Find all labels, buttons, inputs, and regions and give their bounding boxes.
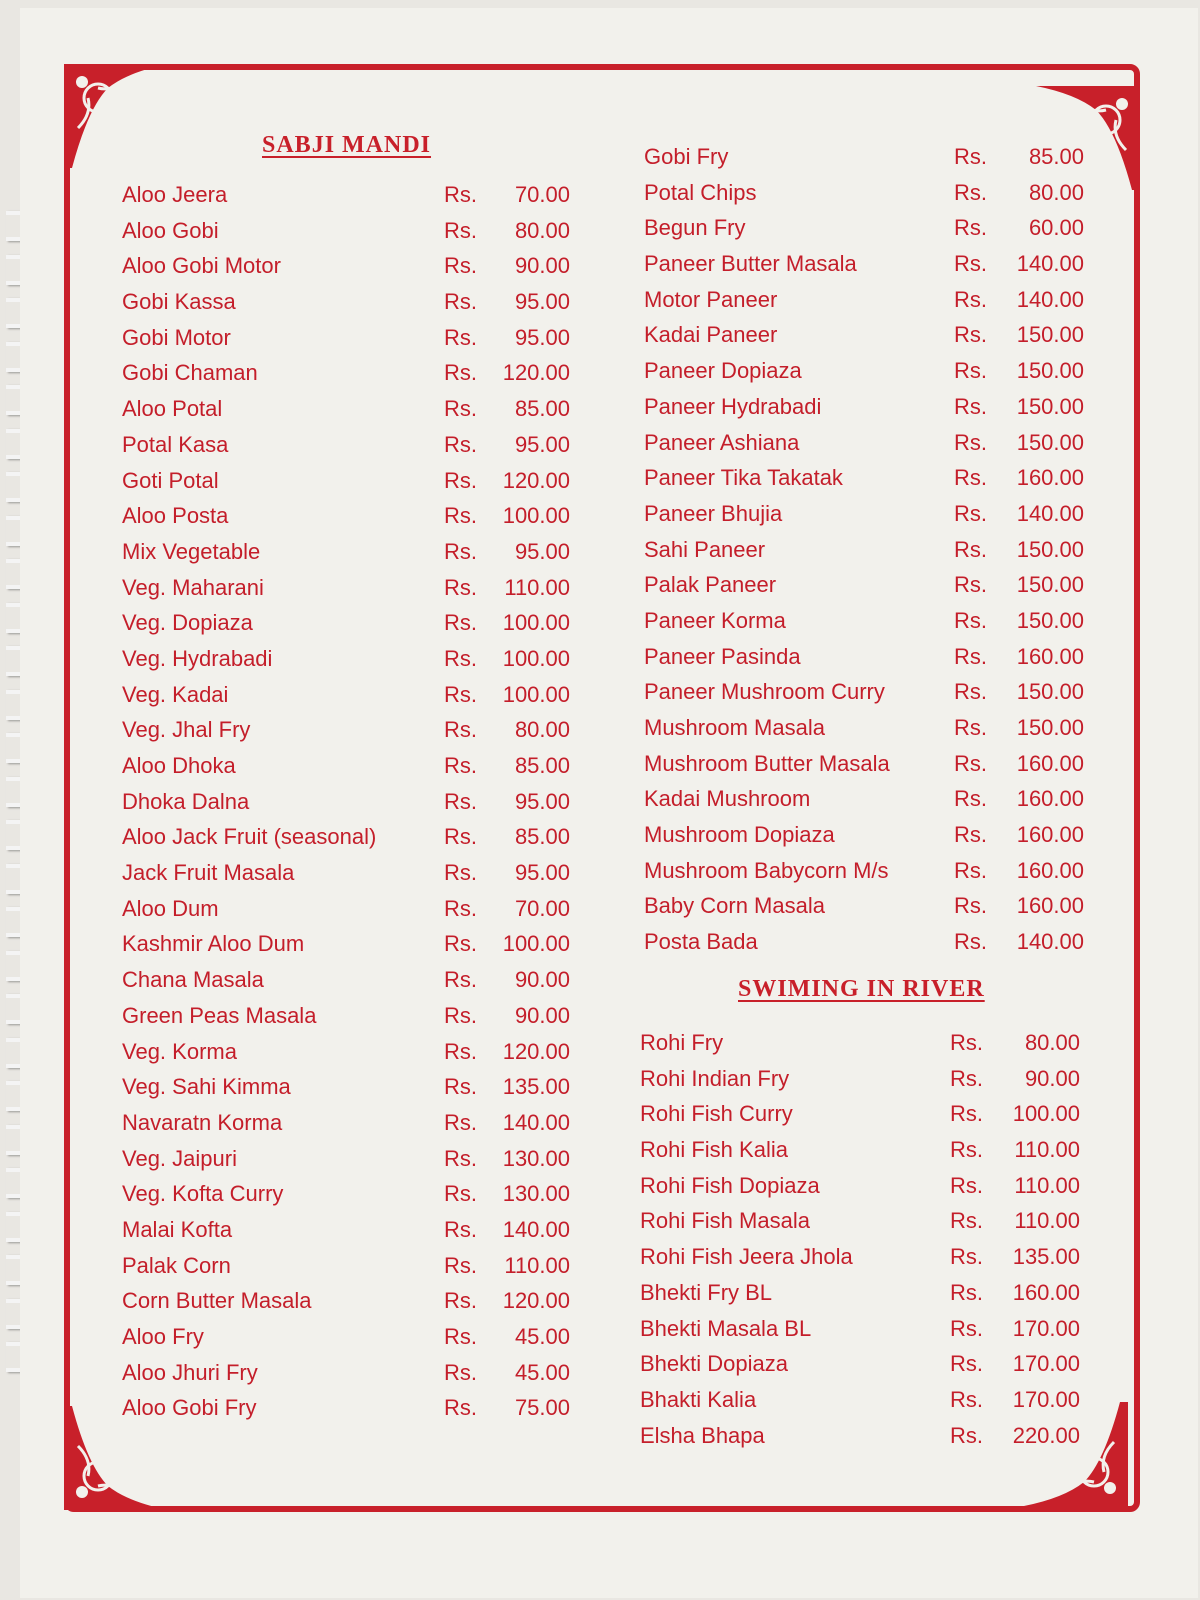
- item-price: 100.00: [502, 681, 570, 707]
- item-name: Veg. Jhal Fry: [122, 717, 251, 743]
- menu-item-row: [122, 464, 582, 500]
- item-name: Gobi Fry: [644, 144, 729, 169]
- item-price: 95.00: [514, 860, 570, 886]
- menu-item-row: [122, 1070, 582, 1106]
- item-price: 150.00: [1016, 536, 1084, 562]
- item-price: 90.00: [1024, 1065, 1080, 1091]
- item-name: Rohi Fish Kalia: [640, 1137, 788, 1163]
- item-name: Paneer Mushroom Curry: [644, 679, 885, 705]
- menu-column-fish: [640, 1026, 1090, 1454]
- item-name: Paneer Bhujia: [644, 500, 783, 526]
- item-currency: Rs.: [444, 895, 477, 921]
- menu-item-row: [644, 533, 1094, 569]
- item-currency: Rs.: [954, 822, 987, 848]
- item-name: Aloo Jeera: [122, 182, 228, 207]
- item-currency: Rs.: [444, 1395, 477, 1421]
- menu-item-row: [644, 176, 1094, 212]
- menu-item-row: [122, 749, 582, 785]
- item-price: 160.00: [1016, 643, 1084, 669]
- item-price: 100.00: [502, 931, 570, 957]
- item-price: 120.00: [502, 1038, 570, 1064]
- item-name: Mushroom Dopiaza: [644, 822, 835, 848]
- item-currency: Rs.: [444, 1252, 477, 1278]
- item-name: Sahi Paneer: [644, 536, 766, 562]
- item-currency: Rs.: [444, 217, 477, 243]
- item-currency: Rs.: [444, 1288, 477, 1314]
- menu-item-row: [122, 1106, 582, 1142]
- menu-column-left: [122, 178, 582, 1427]
- menu-item-row: [644, 818, 1094, 854]
- item-name: Aloo Gobi Motor: [122, 253, 281, 279]
- item-price: 170.00: [1012, 1386, 1080, 1412]
- item-currency: Rs.: [444, 717, 477, 743]
- item-price: 75.00: [514, 1395, 570, 1421]
- item-currency: Rs.: [954, 251, 987, 277]
- menu-item-row: [640, 1312, 1090, 1348]
- item-name: Aloo Jhuri Fry: [122, 1359, 258, 1385]
- item-name: Gobi Chaman: [122, 360, 258, 386]
- item-currency: Rs.: [954, 465, 987, 491]
- menu-item-row: [640, 1133, 1090, 1169]
- item-currency: Rs.: [954, 429, 987, 455]
- item-price: 45.00: [514, 1324, 570, 1349]
- item-currency: Rs.: [954, 500, 987, 526]
- item-price: 90.00: [514, 967, 570, 993]
- item-currency: Rs.: [444, 503, 477, 529]
- item-price: 150.00: [1016, 572, 1084, 598]
- item-name: Kashmir Aloo Dum: [122, 931, 305, 957]
- item-currency: Rs.: [444, 610, 477, 636]
- item-currency: Rs.: [950, 1208, 983, 1234]
- item-name: Rohi Indian Fry: [640, 1065, 790, 1091]
- item-name: Bhakti Kalia: [640, 1386, 757, 1412]
- item-name: Paneer Korma: [644, 607, 786, 633]
- item-price: 95.00: [514, 431, 570, 457]
- item-currency: Rs.: [954, 929, 987, 955]
- menu-item-row: [122, 285, 582, 321]
- menu-item-row: [122, 1177, 582, 1213]
- item-price: 45.00: [514, 1359, 570, 1385]
- item-price: 130.00: [502, 1145, 570, 1171]
- item-name: Dhoka Dalna: [122, 788, 250, 814]
- item-price: 85.00: [1028, 144, 1084, 169]
- section-title: SABJI MANDI: [262, 132, 432, 158]
- menu-item-row: [644, 426, 1094, 462]
- item-price: 220.00: [1012, 1422, 1080, 1448]
- item-price: 170.00: [1012, 1351, 1080, 1377]
- item-price: 140.00: [502, 1216, 570, 1242]
- item-currency: Rs.: [444, 1074, 477, 1100]
- menu-item-row: [122, 178, 582, 214]
- menu-item-row: [644, 318, 1094, 354]
- item-currency: Rs.: [950, 1244, 983, 1270]
- item-price: 80.00: [1028, 179, 1084, 205]
- item-price: 100.00: [502, 610, 570, 636]
- menu-item-row: [644, 889, 1094, 925]
- item-price: 140.00: [1016, 929, 1084, 955]
- menu-item-row: [122, 571, 582, 607]
- menu-item-row: [122, 1356, 582, 1392]
- item-name: Mushroom Butter Masala: [644, 750, 890, 776]
- menu-item-row: [122, 499, 582, 535]
- item-currency: Rs.: [954, 572, 987, 598]
- item-currency: Rs.: [954, 893, 987, 919]
- item-name: Aloo Dum: [122, 895, 219, 921]
- menu-item-row: [122, 214, 582, 250]
- item-price: 110.00: [504, 1252, 570, 1278]
- menu-item-row: [122, 713, 582, 749]
- item-price: 170.00: [1012, 1315, 1080, 1341]
- item-name: Corn Butter Masala: [122, 1288, 312, 1314]
- item-price: 120.00: [502, 360, 570, 386]
- item-price: 110.00: [1014, 1137, 1080, 1163]
- item-currency: Rs.: [444, 467, 477, 493]
- menu-item-row: [640, 1062, 1090, 1098]
- item-currency: Rs.: [444, 324, 477, 350]
- item-name: Bhekti Dopiaza: [640, 1351, 788, 1377]
- item-name: Bhekti Fry BL: [640, 1279, 773, 1305]
- menu-item-row: [644, 711, 1094, 747]
- menu-item-row: [122, 1035, 582, 1071]
- item-currency: Rs.: [954, 857, 987, 883]
- menu-item-row: [122, 606, 582, 642]
- menu-item-row: [644, 747, 1094, 783]
- menu-item-row: [640, 1097, 1090, 1133]
- menu-item-row: [122, 892, 582, 928]
- item-currency: Rs.: [444, 289, 477, 315]
- item-name: Paneer Ashiana: [644, 429, 800, 455]
- item-price: 85.00: [514, 396, 570, 422]
- item-currency: Rs.: [950, 1422, 983, 1448]
- item-name: Mushroom Babycorn M/s: [644, 857, 889, 883]
- menu-column-right: [644, 140, 1094, 961]
- item-name: Paneer Butter Masala: [644, 251, 857, 277]
- menu-item-row: [644, 782, 1094, 818]
- item-name: Aloo Gobi Fry: [122, 1395, 257, 1421]
- item-price: 70.00: [514, 182, 570, 207]
- item-name: Elsha Bhapa: [640, 1422, 765, 1448]
- item-name: Rohi Fish Dopiaza: [640, 1172, 820, 1198]
- item-name: Aloo Jack Fruit (seasonal): [122, 824, 377, 850]
- menu-item-row: [122, 1213, 582, 1249]
- item-currency: Rs.: [954, 536, 987, 562]
- item-currency: Rs.: [444, 574, 477, 600]
- menu-item-row: [644, 354, 1094, 390]
- item-currency: Rs.: [954, 286, 987, 312]
- menu-item-row: [640, 1169, 1090, 1205]
- item-currency: Rs.: [950, 1315, 983, 1341]
- item-currency: Rs.: [954, 750, 987, 776]
- item-price: 135.00: [502, 1074, 570, 1100]
- item-price: 150.00: [1016, 393, 1084, 419]
- menu-item-row: [122, 856, 582, 892]
- item-currency: Rs.: [444, 253, 477, 279]
- item-price: 95.00: [514, 289, 570, 315]
- menu-item-row: [640, 1347, 1090, 1383]
- menu-item-row: [640, 1383, 1090, 1419]
- item-name: Veg. Jaipuri: [122, 1145, 237, 1171]
- item-currency: Rs.: [954, 715, 987, 740]
- item-currency: Rs.: [954, 358, 987, 384]
- item-price: 160.00: [1016, 750, 1084, 776]
- menu-item-row: [122, 963, 582, 999]
- item-currency: Rs.: [950, 1386, 983, 1412]
- item-currency: Rs.: [444, 538, 477, 564]
- item-currency: Rs.: [954, 607, 987, 633]
- menu-item-row: [644, 461, 1094, 497]
- menu-item-row: [122, 428, 582, 464]
- item-price: 110.00: [1014, 1172, 1080, 1198]
- item-name: Kadai Mushroom: [644, 786, 811, 812]
- item-currency: Rs.: [950, 1030, 983, 1055]
- menu-item-row: [640, 1204, 1090, 1240]
- menu-item-row: [640, 1240, 1090, 1276]
- item-price: 95.00: [514, 324, 570, 350]
- item-currency: Rs.: [444, 1109, 477, 1135]
- item-name: Malai Kofta: [122, 1216, 233, 1242]
- item-price: 95.00: [514, 788, 570, 814]
- item-currency: Rs.: [444, 1002, 477, 1028]
- item-price: 70.00: [514, 895, 570, 921]
- item-price: 150.00: [1016, 429, 1084, 455]
- menu-item-row: [122, 820, 582, 856]
- item-currency: Rs.: [954, 786, 987, 812]
- item-name: Veg. Korma: [122, 1038, 237, 1064]
- item-currency: Rs.: [444, 788, 477, 814]
- item-price: 100.00: [502, 645, 570, 671]
- item-currency: Rs.: [444, 645, 477, 671]
- item-name: Bhekti Masala BL: [640, 1315, 812, 1341]
- item-name: Veg. Dopiaza: [122, 610, 253, 636]
- menu-item-row: [640, 1276, 1090, 1312]
- item-currency: Rs.: [444, 1359, 477, 1385]
- item-price: 140.00: [502, 1109, 570, 1135]
- menu-item-row: [122, 1391, 582, 1427]
- item-price: 160.00: [1016, 465, 1084, 491]
- item-name: Aloo Dhoka: [122, 753, 236, 778]
- menu-item-row: [644, 390, 1094, 426]
- item-name: Begun Fry: [644, 215, 746, 241]
- item-currency: Rs.: [950, 1279, 983, 1305]
- item-price: 110.00: [1014, 1208, 1080, 1234]
- menu-item-row: [640, 1026, 1090, 1062]
- menu-item-row: [644, 568, 1094, 604]
- item-name: Veg. Maharani: [122, 574, 264, 600]
- item-price: 80.00: [1024, 1030, 1080, 1055]
- item-price: 60.00: [1028, 215, 1084, 241]
- menu-item-row: [122, 1284, 582, 1320]
- item-price: 130.00: [502, 1181, 570, 1207]
- ornament-icon: [58, 58, 178, 178]
- item-currency: Rs.: [444, 681, 477, 707]
- item-price: 150.00: [1016, 607, 1084, 633]
- item-price: 160.00: [1016, 822, 1084, 848]
- item-price: 100.00: [1012, 1101, 1080, 1127]
- menu-item-row: [644, 640, 1094, 676]
- item-price: 85.00: [514, 824, 570, 850]
- item-name: Green Peas Masala: [122, 1002, 317, 1028]
- item-name: Mix Vegetable: [122, 538, 261, 564]
- item-name: Paneer Hydrabadi: [644, 393, 822, 419]
- item-name: Goti Potal: [122, 467, 219, 493]
- item-name: Veg. Sahi Kimma: [122, 1074, 291, 1100]
- item-currency: Rs.: [954, 144, 987, 169]
- menu-item-row: [122, 642, 582, 678]
- item-name: Veg. Kofta Curry: [122, 1181, 284, 1207]
- item-currency: Rs.: [444, 753, 477, 778]
- item-currency: Rs.: [444, 182, 477, 207]
- item-currency: Rs.: [950, 1137, 983, 1163]
- menu-item-row: [644, 140, 1094, 176]
- item-currency: Rs.: [954, 215, 987, 241]
- menu-item-row: [122, 321, 582, 357]
- item-name: Aloo Fry: [122, 1324, 204, 1349]
- item-name: Posta Bada: [644, 929, 758, 955]
- item-price: 120.00: [502, 1288, 570, 1314]
- item-currency: Rs.: [444, 1216, 477, 1242]
- item-name: Chana Masala: [122, 967, 264, 993]
- item-price: 90.00: [514, 1002, 570, 1028]
- item-price: 150.00: [1016, 358, 1084, 384]
- item-currency: Rs.: [444, 396, 477, 422]
- item-currency: Rs.: [954, 679, 987, 705]
- item-currency: Rs.: [444, 360, 477, 386]
- item-price: 80.00: [514, 217, 570, 243]
- item-name: Paneer Pasinda: [644, 643, 801, 669]
- menu-item-row: [122, 999, 582, 1035]
- item-name: Mushroom Masala: [644, 715, 825, 740]
- item-currency: Rs.: [954, 393, 987, 419]
- item-name: Paneer Tika Takatak: [644, 465, 843, 491]
- item-currency: Rs.: [950, 1351, 983, 1377]
- item-price: 100.00: [502, 503, 570, 529]
- item-name: Palak Paneer: [644, 572, 777, 598]
- section-title: SWIMING IN RIVER: [738, 976, 985, 1002]
- item-name: Navaratn Korma: [122, 1109, 283, 1135]
- item-currency: Rs.: [954, 179, 987, 205]
- item-name: Jack Fruit Masala: [122, 860, 295, 886]
- menu-item-row: [644, 925, 1094, 961]
- item-currency: Rs.: [444, 967, 477, 993]
- item-currency: Rs.: [444, 931, 477, 957]
- menu-item-row: [640, 1419, 1090, 1455]
- item-name: Rohi Fish Masala: [640, 1208, 810, 1234]
- menu-item-row: [122, 356, 582, 392]
- item-currency: Rs.: [444, 1145, 477, 1171]
- menu-item-row: [644, 854, 1094, 890]
- item-currency: Rs.: [444, 1038, 477, 1064]
- menu-item-row: [644, 247, 1094, 283]
- menu-item-row: [644, 497, 1094, 533]
- item-name: Aloo Posta: [122, 503, 229, 529]
- item-name: Veg. Hydrabadi: [122, 645, 273, 671]
- item-price: 160.00: [1016, 893, 1084, 919]
- menu-item-row: [122, 535, 582, 571]
- menu-item-row: [644, 211, 1094, 247]
- item-price: 120.00: [502, 467, 570, 493]
- menu-item-row: [122, 1320, 582, 1356]
- item-name: Potal Kasa: [122, 431, 229, 457]
- item-price: 80.00: [514, 717, 570, 743]
- item-currency: Rs.: [950, 1065, 983, 1091]
- item-currency: Rs.: [954, 322, 987, 348]
- menu-item-row: [122, 927, 582, 963]
- item-name: Kadai Paneer: [644, 322, 778, 348]
- menu-item-row: [644, 675, 1094, 711]
- item-currency: Rs.: [954, 643, 987, 669]
- item-price: 110.00: [504, 574, 570, 600]
- item-price: 140.00: [1016, 500, 1084, 526]
- item-price: 85.00: [514, 753, 570, 778]
- item-price: 140.00: [1016, 251, 1084, 277]
- item-currency: Rs.: [444, 1181, 477, 1207]
- item-name: Baby Corn Masala: [644, 893, 825, 919]
- item-name: Rohi Fry: [640, 1030, 724, 1055]
- item-price: 150.00: [1016, 322, 1084, 348]
- item-price: 150.00: [1016, 679, 1084, 705]
- item-currency: Rs.: [444, 431, 477, 457]
- item-currency: Rs.: [444, 824, 477, 850]
- item-currency: Rs.: [950, 1101, 983, 1127]
- menu-item-row: [122, 1249, 582, 1285]
- menu-item-row: [122, 249, 582, 285]
- item-price: 135.00: [1012, 1244, 1080, 1270]
- item-name: Veg. Kadai: [122, 681, 229, 707]
- menu-item-row: [644, 604, 1094, 640]
- item-name: Gobi Motor: [122, 324, 231, 350]
- menu-item-row: [122, 785, 582, 821]
- item-name: Rohi Fish Curry: [640, 1101, 793, 1127]
- item-price: 160.00: [1016, 786, 1084, 812]
- item-name: Rohi Fish Jeera Jhola: [640, 1244, 853, 1270]
- item-name: Potal Chips: [644, 179, 757, 205]
- item-price: 90.00: [514, 253, 570, 279]
- item-currency: Rs.: [444, 1324, 477, 1349]
- item-price: 160.00: [1012, 1279, 1080, 1305]
- menu-item-row: [122, 392, 582, 428]
- item-name: Gobi Kassa: [122, 289, 236, 315]
- menu-item-row: [122, 1142, 582, 1178]
- item-name: Palak Corn: [122, 1252, 231, 1278]
- item-currency: Rs.: [950, 1172, 983, 1198]
- item-price: 150.00: [1016, 715, 1084, 740]
- item-price: 160.00: [1016, 857, 1084, 883]
- menu-item-row: [122, 678, 582, 714]
- item-currency: Rs.: [444, 860, 477, 886]
- item-name: Aloo Potal: [122, 396, 223, 422]
- item-name: Paneer Dopiaza: [644, 358, 802, 384]
- item-price: 95.00: [514, 538, 570, 564]
- item-price: 140.00: [1016, 286, 1084, 312]
- item-name: Aloo Gobi: [122, 217, 219, 243]
- item-name: Motor Paneer: [644, 286, 778, 312]
- menu-item-row: [644, 283, 1094, 319]
